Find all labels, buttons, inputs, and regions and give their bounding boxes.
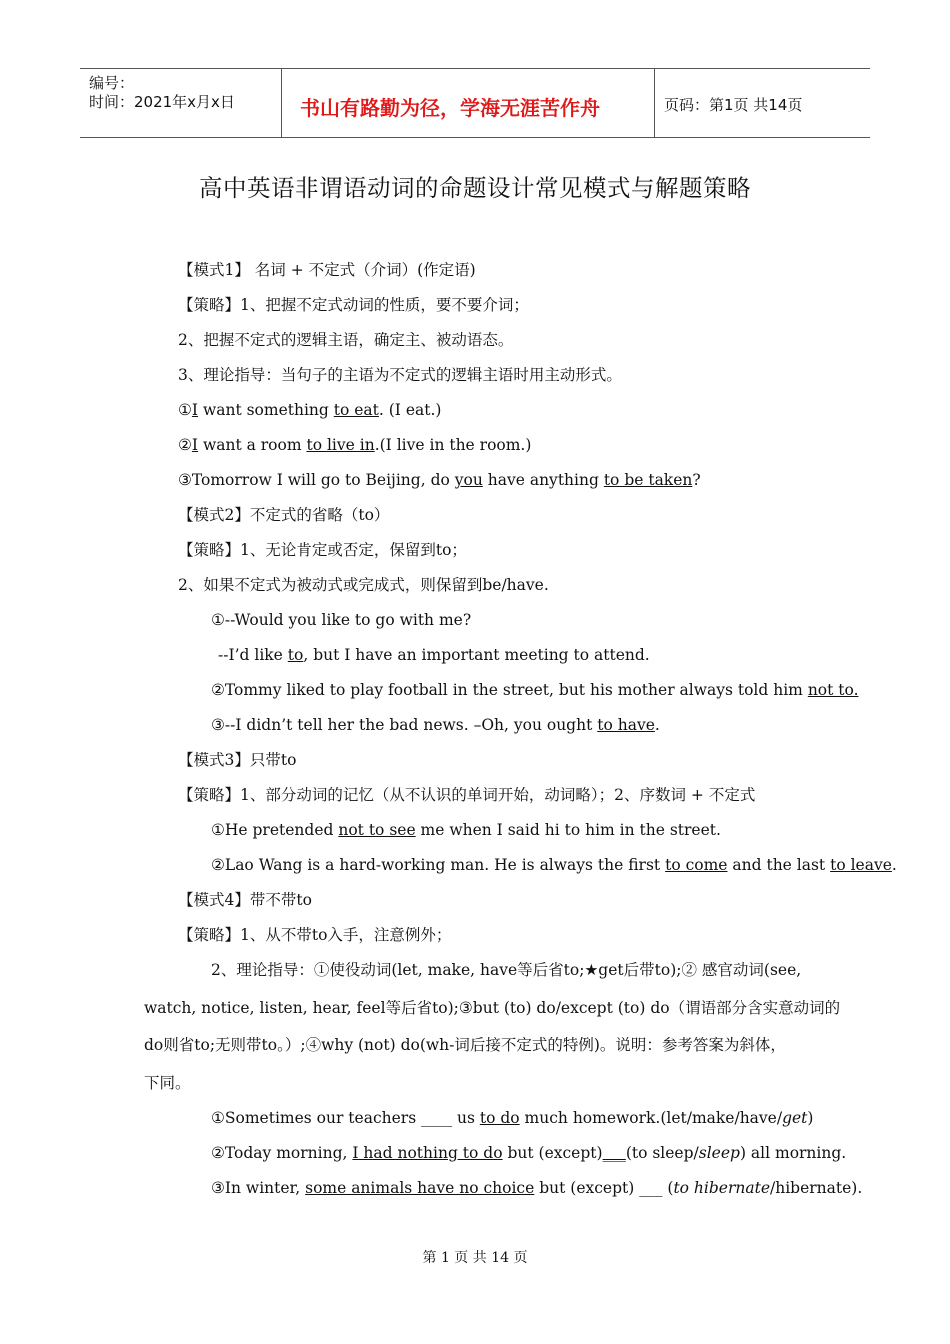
text-segment: , but I have an important meeting to attend. (303, 646, 650, 664)
text-line (211, 1143, 846, 1163)
text-segment: ② (178, 436, 192, 454)
underlined-text: not to see (338, 821, 416, 839)
text-segment: 【模式3】只带to (178, 751, 297, 769)
text-segment: 【策略】1、从不带to入手，注意例外； (178, 926, 452, 944)
header-meta-cell (80, 69, 282, 137)
text-line (178, 540, 467, 560)
underlined-text: to have (597, 716, 655, 734)
text-segment: but (except) ___ ( (534, 1179, 674, 1197)
header-page-cell (655, 69, 870, 137)
text-segment: . (I eat.) (378, 401, 442, 419)
text-segment: 【策略】1、部分动词的记忆（从不认识的单词开始，动词略）；2、序数词 + 不定式 (178, 786, 756, 804)
text-line (178, 470, 701, 490)
italic-text: get (782, 1109, 808, 1127)
text-segment: have anything (482, 471, 604, 489)
text-segment: ③--I didn’t tell her the bad news. –Oh, you ought (211, 716, 598, 734)
text-line (178, 260, 476, 280)
text-segment: 2、把握不定式的逻辑主语，确定主、被动语态。 (178, 331, 514, 349)
text-segment: do则省to;无则带to。）;④why (not) do(wh-词后接不定式的特例)。说明：参考答案为斜体， (144, 1036, 786, 1054)
text-segment: want something (198, 401, 334, 419)
text-segment: ①He pretended (211, 821, 339, 839)
text-segment: ) all morning. (739, 1144, 847, 1162)
date-label: 时间：2021年x月x日 (89, 93, 235, 111)
text-segment: watch, notice, listen, hear, feel等后省to);③but (to) do/except (to) do（谓语部分含实意动词的 (144, 999, 841, 1017)
text-segment: and the last (727, 856, 831, 874)
text-segment: ①Sometimes our teachers ____ us (211, 1109, 480, 1127)
text-segment: want a room (198, 436, 307, 454)
text-segment: but (except) (502, 1144, 603, 1162)
text-segment: ① (178, 401, 192, 419)
text-line (178, 925, 451, 945)
header-motto-cell (281, 69, 655, 137)
text-line (211, 855, 897, 875)
underlined-text: to live in (306, 436, 375, 454)
text-segment: .(I live in the room.) (374, 436, 532, 454)
text-line (178, 505, 389, 525)
motto: 书山有路勤为径，学海无涯苦作舟 (300, 96, 600, 120)
text-line (178, 750, 296, 770)
text-line (211, 1178, 862, 1198)
italic-text: sleep (698, 1144, 740, 1162)
underlined-text: you (454, 471, 483, 489)
text-segment: ②Tommy liked to play football in the street, but his mother always told him (211, 681, 808, 699)
text-segment: much homework.(let/make/have/ (519, 1109, 783, 1127)
text-line (178, 435, 531, 455)
underlined-text: ___ (602, 1144, 626, 1162)
text-line (144, 1073, 191, 1093)
underlined-text: I had nothing to do (352, 1144, 503, 1162)
text-segment: 下同。 (144, 1074, 191, 1092)
text-segment: ③In winter, (211, 1179, 306, 1197)
text-line (211, 960, 801, 980)
text-line (178, 365, 622, 385)
underlined-text: to do (479, 1109, 520, 1127)
text-line (144, 998, 840, 1018)
italic-text: to hibernate (673, 1179, 770, 1197)
text-segment: 【模式4】带不带to (178, 891, 312, 909)
underlined-text: I (191, 436, 199, 454)
text-segment: ? (692, 471, 701, 489)
text-segment: . (654, 716, 660, 734)
text-segment: 【策略】1、把握不定式动词的性质，要不要介词； (178, 296, 529, 314)
text-segment: /hibernate). (770, 1179, 863, 1197)
text-segment: 【模式2】不定式的省略（to） (178, 506, 390, 524)
text-segment: ②Today morning, (211, 1144, 353, 1162)
text-segment: ①--Would you like to go with me? (211, 611, 472, 629)
text-line (144, 1035, 786, 1055)
underlined-text: to eat (333, 401, 379, 419)
number-label: 编号： (89, 74, 135, 92)
text-line (218, 645, 650, 665)
text-line (211, 820, 721, 840)
text-segment: . (891, 856, 897, 874)
underlined-text: not to. (807, 681, 859, 699)
text-segment: 【模式1】 名词 + 不定式（介词）(作定语) (178, 261, 476, 279)
text-line (211, 610, 471, 630)
underlined-text: to (287, 646, 304, 664)
underlined-text: I (191, 401, 199, 419)
text-segment: ③Tomorrow I will go to Beijing, do (178, 471, 455, 489)
text-line (178, 890, 312, 910)
underlined-text: to come (665, 856, 728, 874)
text-segment: me when I said hi to him in the street. (415, 821, 721, 839)
underlined-text: to be taken (603, 471, 693, 489)
text-segment: 【策略】1、无论肯定或否定，保留到to； (178, 541, 467, 559)
text-line (211, 680, 859, 700)
text-segment: 2、理论指导：①使役动词(let, make, have等后省to;★get后带to);② 感官动词(see, (211, 961, 802, 979)
text-segment: (to sleep/ (625, 1144, 699, 1162)
text-segment: ) (807, 1109, 814, 1127)
text-line (178, 400, 441, 420)
text-line (178, 295, 529, 315)
text-line (178, 785, 755, 805)
page-footer: 第 1 页 共 14 页 (422, 1250, 528, 1266)
underlined-text: some animals have no choice (305, 1179, 535, 1197)
page-label: 页码：第1页 共14页 (664, 96, 803, 114)
text-line (211, 1108, 813, 1128)
document-title: 高中英语非谓语动词的命题设计常见模式与解题策略 (199, 174, 751, 202)
page-header (80, 68, 870, 138)
text-segment: 2、如果不定式为被动式或完成式，则保留到be/have. (178, 576, 549, 594)
text-segment: --I’d like (218, 646, 288, 664)
text-line (178, 575, 549, 595)
text-segment: 3、理论指导：当句子的主语为不定式的逻辑主语时用主动形式。 (178, 366, 622, 384)
underlined-text: to leave (830, 856, 892, 874)
text-segment: ②Lao Wang is a hard-working man. He is always the first (211, 856, 666, 874)
text-line (211, 715, 660, 735)
text-line (178, 330, 513, 350)
